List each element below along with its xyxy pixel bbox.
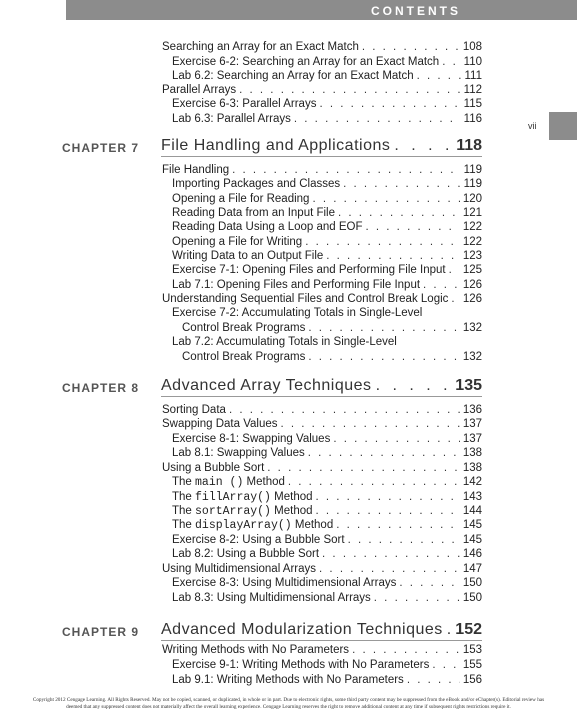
toc-entry[interactable]: The sortArray() Method . . . 144 [162, 504, 482, 519]
copyright-notice [0, 697, 577, 711]
toc-entry[interactable]: Understanding Sequential Files and Control Break Logic . . . 126 [162, 292, 482, 306]
toc-entry[interactable]: File Handling . . . 119 [162, 163, 482, 177]
toc-entry[interactable]: Control Break Programs . . . 132 [162, 350, 482, 364]
header-title: CONTENTS [371, 4, 461, 18]
toc-entry[interactable]: Exercise 6-3: Parallel Arrays . . . 115 [162, 97, 482, 111]
chapter-label: CHAPTER 7 [62, 141, 140, 155]
chapter-label: CHAPTER 8 [62, 381, 140, 395]
chapter-heading[interactable]: File Handling and Applications . . . 118 [161, 137, 482, 155]
toc-entry[interactable]: Writing Methods with No Parameters . . . 153 [162, 643, 482, 657]
toc-entry[interactable]: Exercise 7-2: Accumulating Totals in Single-Level [172, 307, 423, 319]
toc-entry[interactable]: Lab 7.1: Opening Files and Performing File Input . . . 126 [162, 278, 482, 292]
toc-entry[interactable]: Lab 8.2: Using a Bubble Sort . . . 146 [162, 547, 482, 561]
toc-entry[interactable]: Lab 7.2: Accumulating Totals in Single-Level [172, 336, 397, 348]
toc-entry[interactable]: Importing Packages and Classes . . . 119 [162, 177, 482, 191]
toc-entry[interactable]: Sorting Data . . . 136 [162, 403, 482, 417]
toc-entry[interactable]: Using Multidimensional Arrays . . . 147 [162, 562, 482, 576]
divider [161, 640, 482, 641]
toc-entry[interactable]: Opening a File for Writing . . . 122 [162, 235, 482, 249]
toc-entry[interactable]: Reading Data from an Input File . . . 121 [162, 206, 482, 220]
page-number: vii [528, 121, 537, 131]
toc-entry[interactable]: Exercise 7-1: Opening Files and Performing File Input . . . 125 [162, 263, 482, 277]
toc-entry[interactable]: The main () Method . . . 142 [162, 475, 482, 490]
toc-entry[interactable]: Reading Data Using a Loop and EOF . . . 122 [162, 220, 482, 234]
page-tab [549, 112, 577, 140]
toc-entry[interactable]: Exercise 6-2: Searching an Array for an Exact Match . . . 110 [162, 55, 482, 69]
copyright-line: deemed that any suppressed content does not materially affect the overall learning experience. Cengage Learning reserves the right to remove additional content at any time if subsequent rights restrictions require it. [66, 704, 511, 710]
copyright-line: Copyright 2012 Cengage Learning. All Rights Reserved. May not be copied, scanned, or duplicated, in whole or in part. Due to electronic rights, some third party content may be suppressed from the eBook and/or eChapter(s). Editorial review has [32, 697, 545, 703]
toc-entry[interactable]: Lab 6.3: Parallel Arrays . . . 116 [162, 112, 482, 126]
toc-entry[interactable]: Writing Data to an Output File . . . 123 [162, 249, 482, 263]
toc-entry[interactable]: Searching an Array for an Exact Match . . . 108 [162, 40, 482, 54]
toc-entry[interactable]: Using a Bubble Sort . . . 138 [162, 461, 482, 475]
toc-entry[interactable]: Exercise 9-1: Writing Methods with No Parameters . . . 155 [162, 658, 482, 672]
toc-entry[interactable]: Control Break Programs . . . 132 [162, 321, 482, 335]
chapter-heading[interactable]: Advanced Array Techniques . . . 135 [161, 377, 482, 395]
toc-entry[interactable]: Lab 6.2: Searching an Array for an Exact Match . . . 111 [162, 69, 482, 83]
toc-entry[interactable]: Swapping Data Values . . . 137 [162, 417, 482, 431]
toc-entry[interactable]: Lab 8.3: Using Multidimensional Arrays . . . 150 [162, 591, 482, 605]
toc-entry[interactable]: Exercise 8-3: Using Multidimensional Arrays . . . 150 [162, 576, 482, 590]
toc-entry[interactable]: The displayArray() Method . . . 145 [162, 518, 482, 533]
divider [161, 156, 482, 157]
toc-entry[interactable]: Lab 8.1: Swapping Values . . . 138 [162, 446, 482, 460]
toc-entry[interactable]: The fillArray() Method . . . 143 [162, 490, 482, 505]
chapter-heading[interactable]: Advanced Modularization Techniques . . . 152 [161, 621, 482, 639]
chapter-label: CHAPTER 9 [62, 625, 140, 639]
toc-entry[interactable]: Parallel Arrays . . . 112 [162, 83, 482, 97]
divider [161, 396, 482, 397]
toc-entry[interactable]: Lab 9.1: Writing Methods with No Parameters . . . 156 [162, 673, 482, 687]
toc-entry[interactable]: Exercise 8-1: Swapping Values . . . 137 [162, 432, 482, 446]
toc-entry[interactable]: Exercise 8-2: Using a Bubble Sort . . . 145 [162, 533, 482, 547]
header-bar [66, 0, 577, 20]
toc-entry[interactable]: Opening a File for Reading . . . 120 [162, 192, 482, 206]
